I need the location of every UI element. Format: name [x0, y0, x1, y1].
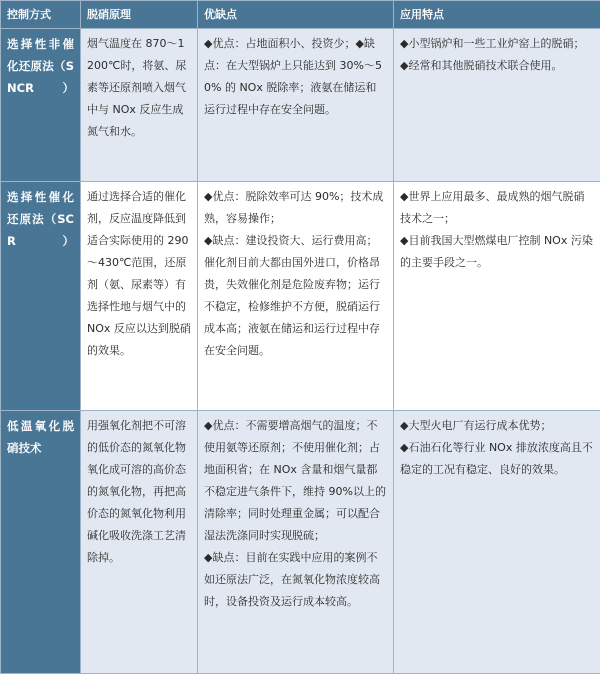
feature-text: ◆经常和其他脱硝技术联合使用。 — [400, 59, 563, 72]
pros-cons-cell — [198, 411, 394, 674]
principle-cell: 用强氧化剂把不可溶的低价态的氮氧化物氧化成可溶的高价态的氮氧化物，再把高价态的氮氧化物利用碱化吸收洗涤工艺清除掉。 — [81, 411, 198, 674]
feature-text: ◆小型锅炉和一些工业炉窑上的脱硝； — [400, 37, 585, 50]
principle-cell: 烟气温度在 870～1200℃时，将氨、尿素等还原剂喷入烟气中与 NOx 反应生成氮气和水。 — [81, 29, 198, 182]
header-features: 应用特点 — [394, 1, 600, 29]
features-cell — [394, 182, 600, 411]
feature-text: ◆大型火电厂有运行成本优势； — [400, 419, 552, 432]
features-cell — [394, 29, 600, 182]
header-control-method: 控制方式 — [1, 1, 81, 29]
table-row — [1, 411, 600, 674]
feature-text: ◆目前我国大型燃煤电厂控制 NOx 污染的主要手段之一。 — [400, 234, 593, 269]
pros-text: ◆优点：不需要增高烟气的温度；不使用氨等还原剂；不使用催化剂；占地面积省；在 NOx 含量和烟气量都不稳定进气条件下，维持 90%以上的清除率；同时处理重金属；可以配合湿法洗涤同时实现脱硫； — [204, 419, 386, 542]
pros-cons-text: ◆优点：占地面积小、投资少；◆缺点：在大型锅炉上只能达到 30%～50% 的 NOx 脱除率；液氨在储运和运行过程中存在安全问题。 — [204, 37, 382, 116]
header-pros-cons: 优缺点 — [198, 1, 394, 29]
feature-text: ◆石油石化等行业 NOx 排放浓度高且不稳定的工况有稳定、良好的效果。 — [400, 441, 593, 476]
header-principle: 脱硝原理 — [81, 1, 198, 29]
feature-text: ◆世界上应用最多、最成熟的烟气脱硝技术之一； — [400, 190, 585, 225]
table-row — [1, 182, 600, 411]
method-cell: 选择性非催化还原法（SNCR） — [1, 29, 81, 182]
features-cell — [394, 411, 600, 674]
pros-cons-cell — [198, 182, 394, 411]
method-cell: 选择性催化还原法（SCR） — [1, 182, 81, 411]
pros-text: ◆优点：脱除效率可达 90%；技术成熟，容易操作； — [204, 190, 384, 225]
header-row — [1, 1, 600, 29]
cons-text: ◆缺点：目前在实践中应用的案例不如还原法广泛，在氮氧化物浓度较高时，设备投资及运行成本较高。 — [204, 551, 380, 608]
cons-text: ◆缺点：建设投资大、运行费用高；催化剂目前大都由国外进口，价格昂贵，失效催化剂是危险废弃物；运行不稳定，检修维护不方便，脱硝运行成本高；液氨在储运和运行过程中存在安全问题。 — [204, 234, 380, 357]
pros-cons-cell — [198, 29, 394, 182]
table-row — [1, 29, 600, 182]
method-cell: 低温氧化脱硝技术 — [1, 411, 81, 674]
principle-cell: 通过选择合适的催化剂，反应温度降低到适合实际使用的 290～430℃范围，还原剂（氨、尿素等）有选择性地与烟气中的 NOx 反应以达到脱硝的效果。 — [81, 182, 198, 411]
